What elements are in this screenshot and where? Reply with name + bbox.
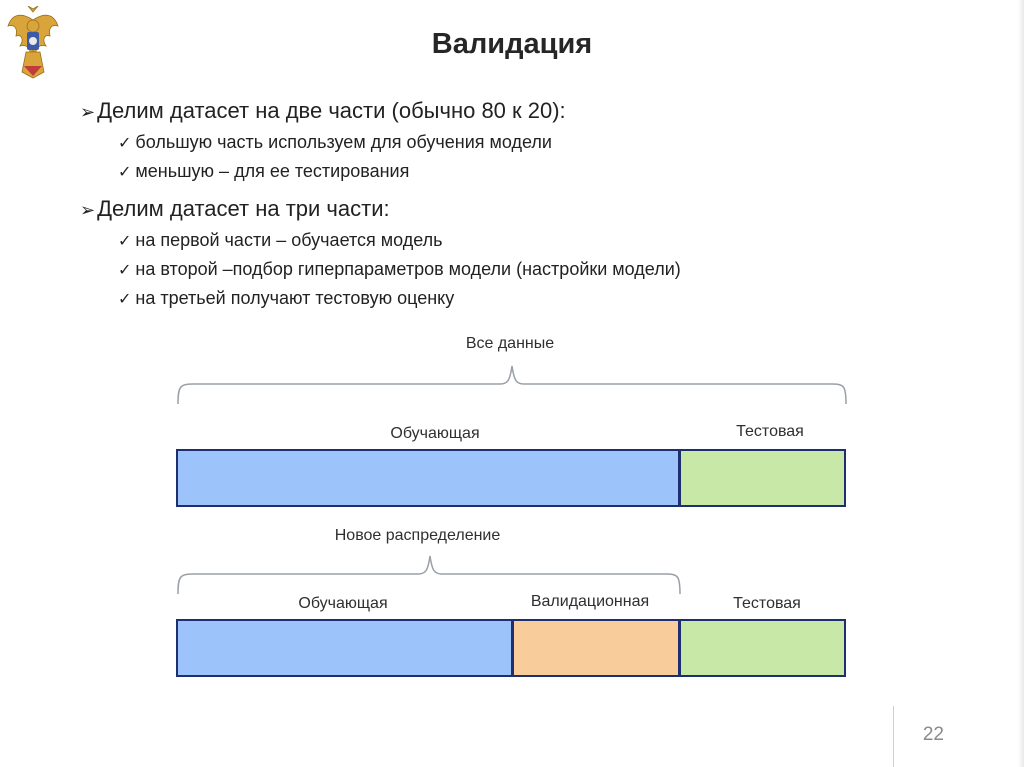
check-icon: ✓	[118, 135, 132, 152]
check-icon: ✓	[118, 291, 132, 308]
check-icon: ✓	[118, 233, 132, 250]
sub-bullet	[118, 161, 409, 182]
page-number: 22	[922, 724, 944, 745]
sub-bullet	[118, 259, 681, 280]
bar1-training-segment	[178, 451, 678, 505]
arrow-bullet-icon: ➢	[80, 200, 96, 220]
sub-bullet	[118, 288, 454, 309]
bar1-training-label: Обучающая	[390, 425, 480, 442]
bar2-validation-segment	[511, 621, 678, 675]
bullet-three-parts	[80, 196, 390, 222]
arrow-bullet-icon: ➢	[80, 102, 96, 122]
bar2-validation-label: Валидационная	[530, 593, 650, 610]
split-bar-80-20	[176, 449, 846, 507]
sub-bullet-text: на первой части – обучается модель	[135, 230, 443, 250]
bar2-test-label: Тестовая	[733, 595, 801, 612]
bullet-text: Делим датасет на две части (обычно 80 к 20):	[97, 98, 566, 123]
sub-bullet	[118, 132, 552, 153]
all-data-label: Все данные	[465, 335, 555, 352]
sub-bullet-text: большую часть используем для обучения модели	[135, 132, 552, 152]
check-icon: ✓	[118, 164, 132, 181]
slide-edge-shadow	[1018, 0, 1024, 767]
split-bar-three-parts	[176, 619, 846, 677]
new-split-label: Новое распределение	[334, 527, 501, 544]
sub-bullet-text: на третьей получают тестовую оценку	[135, 288, 455, 308]
bar1-test-segment	[678, 451, 845, 505]
bar2-test-segment	[678, 621, 845, 675]
sub-bullet-text: меньшую – для ее тестирования	[135, 161, 410, 181]
new-split-brace	[170, 548, 690, 598]
bullet-text: Делим датасет на три части:	[97, 196, 390, 221]
bar1-test-label: Тестовая	[736, 423, 804, 440]
bullet-two-parts	[80, 98, 566, 124]
slide-title: Валидация	[431, 28, 593, 60]
bar2-training-segment	[178, 621, 511, 675]
footer-divider	[893, 706, 894, 767]
bar2-training-label: Обучающая	[298, 595, 388, 612]
all-data-brace	[170, 356, 854, 408]
sub-bullet-text: на второй –подбор гиперпараметров модели (настройки модели)	[135, 259, 681, 279]
sub-bullet	[118, 230, 443, 251]
check-icon: ✓	[118, 262, 132, 279]
